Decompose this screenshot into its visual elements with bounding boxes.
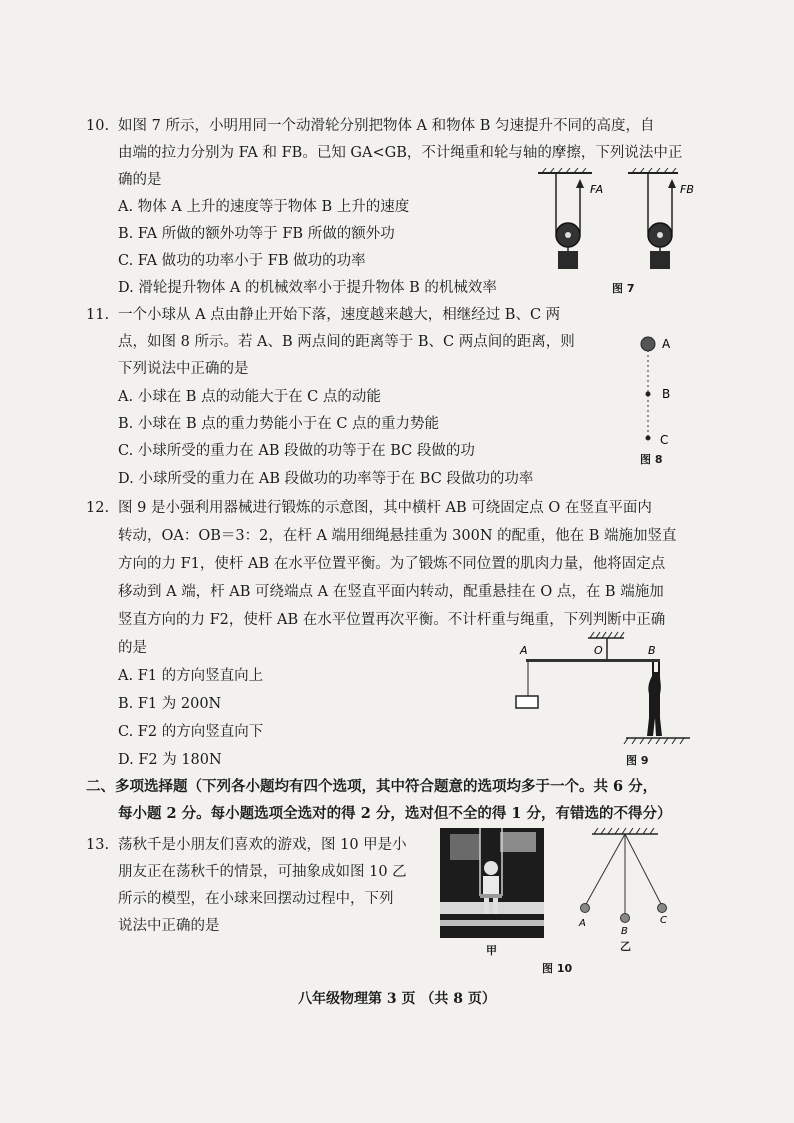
fig8-label-a: A — [662, 337, 671, 351]
q12-number: 12. — [86, 500, 110, 516]
fig8-label-c: C — [660, 433, 669, 447]
pulley-b — [628, 168, 694, 269]
q12-stem-line6: 的是 — [118, 640, 147, 656]
figure-7-caption: 图 7 — [612, 282, 635, 295]
fig7-label-fb: FB — [680, 183, 694, 196]
fig9-label-o: O — [594, 644, 603, 657]
q10-stem-line2: 由端的拉力分别为 FA 和 FB。已知 GA<GB，不计绳重和轮与轴的摩擦，下列说法中正 — [118, 145, 683, 161]
q11-number: 11. — [86, 307, 110, 323]
figure-8-caption: 图 8 — [640, 453, 663, 466]
q13-stem-line1: 荡秋千是小朋友们喜欢的游戏，图 10 甲是小 — [118, 837, 407, 853]
fig8-label-b: B — [662, 387, 671, 401]
figure-7-pulleys — [530, 165, 710, 285]
q11-stem-line2: 点，如图 8 所示。若 A、B 两点间的距离等于 B、C 两点间的距离，则 — [118, 334, 575, 350]
q10-option-c: C. FA 做功的功率小于 FB 做功的功率 — [118, 253, 366, 269]
q13-stem-line3: 所示的模型，在小球来回摆动过程中，下列 — [118, 891, 394, 907]
q13-number: 13. — [86, 837, 110, 853]
fig9-label-b: B — [648, 644, 656, 657]
page-footer: 八年级物理第 3 页 （共 8 页） — [298, 991, 496, 1007]
q10-stem-line1: 如图 7 所示，小明用同一个动滑轮分别把物体 A 和物体 B 匀速提升不同的高度，自 — [118, 118, 655, 134]
q12-option-c: C. F2 的方向竖直向下 — [118, 724, 264, 740]
figure-8-falling-ball — [630, 330, 690, 450]
figure-10-photo-swing — [440, 828, 544, 938]
figure-10-pendulum-model — [570, 822, 680, 942]
q11-stem-line1: 一个小球从 A 点由静止开始下落，速度越来越大，相继经过 B、C 两 — [118, 307, 561, 323]
q10-option-b: B. FA 所做的额外功等于 FB 所做的额外功 — [118, 226, 395, 242]
q12-stem-line2: 转动，OA：OB＝3：2，在杆 A 端用细绳悬挂重为 300N 的配重，他在 B 端施加竖直 — [118, 528, 677, 544]
fig10-label-c: C — [660, 915, 667, 926]
fig10-label-a: A — [579, 918, 586, 929]
figure-10-label-yi: 乙 — [620, 940, 631, 953]
q11-option-d: D. 小球所受的重力在 AB 段做功的功率等于在 BC 段做功的功率 — [118, 471, 534, 487]
q12-option-d: D. F2 为 180N — [118, 752, 222, 768]
figure-9-caption: 图 9 — [626, 754, 649, 767]
q10-number: 10. — [86, 118, 110, 134]
q11-option-a: A. 小球在 B 点的动能大于在 C 点的动能 — [118, 389, 381, 405]
section-2-header-line1: 二、多项选择题（下列各小题均有四个选项，其中符合题意的选项均多于一个。共 6 分， — [86, 778, 658, 795]
figure-10-label-jia: 甲 — [486, 944, 497, 957]
q11-option-b: B. 小球在 B 点的重力势能小于在 C 点的重力势能 — [118, 416, 440, 432]
q13-stem-line2: 朋友正在荡秋千的情景，可抽象成如图 10 乙 — [118, 864, 407, 880]
q12-stem-line4: 移动到 A 端，杆 AB 可绕端点 A 在竖直平面内转动，配重悬挂在 O 点，在 B 端施加 — [118, 584, 664, 600]
pulley-a — [538, 168, 603, 269]
section-2-header-line2: 每小题 2 分。每小题选项全选对的得 2 分，选对但不全的得 1 分，有错选的不得分） — [118, 805, 672, 822]
q10-option-a: A. 物体 A 上升的速度等于物体 B 上升的速度 — [118, 199, 410, 215]
q12-stem-line1: 图 9 是小强利用器械进行锻炼的示意图，其中横杆 AB 可绕固定点 O 在竖直平面内 — [118, 500, 652, 516]
q12-stem-line5: 竖直方向的力 F2，使杆 AB 在水平位置再次平衡。不计杆重与绳重，下列判断中正确 — [118, 612, 666, 628]
q10-option-d: D. 滑轮提升物体 A 的机械效率小于提升物体 B 的机械效率 — [118, 280, 497, 296]
figure-9-lever — [510, 628, 700, 748]
q11-option-c: C. 小球所受的重力在 AB 段做的功等于在 BC 段做的功 — [118, 443, 475, 459]
fig10-label-b: B — [621, 926, 628, 937]
q10-stem-line3: 确的是 — [118, 172, 162, 188]
q11-stem-line3: 下列说法中正确的是 — [118, 361, 249, 377]
q12-option-b: B. F1 为 200N — [118, 696, 222, 712]
fig9-label-a: A — [520, 644, 528, 657]
figure-10-caption: 图 10 — [542, 962, 573, 975]
q13-stem-line4: 说法中正确的是 — [118, 918, 220, 934]
fig7-label-fa: FA — [590, 183, 604, 196]
q12-stem-line3: 方向的力 F1，使杆 AB 在水平位置平衡。为了锻炼不同位置的肌肉力量，他将固定点 — [118, 556, 666, 572]
q12-option-a: A. F1 的方向竖直向上 — [118, 668, 264, 684]
